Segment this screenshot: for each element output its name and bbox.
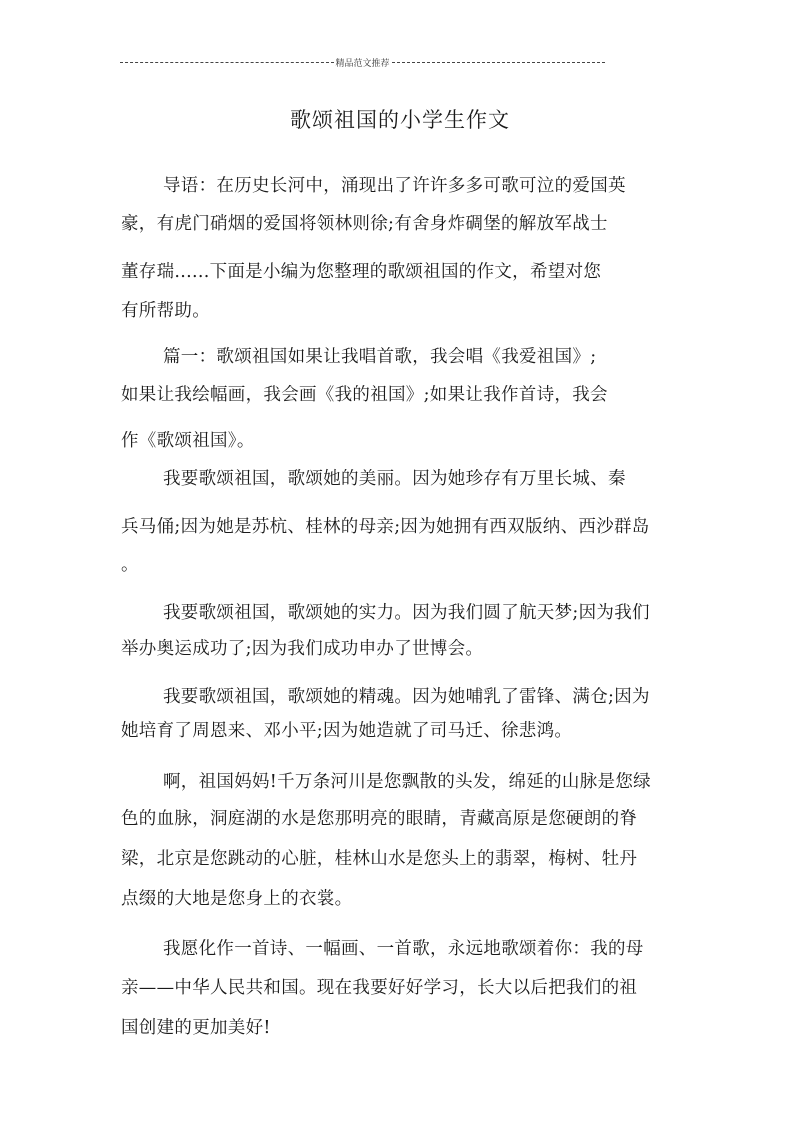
header-rule-right: [392, 62, 606, 63]
text-line: 我愿化作一首诗、一幅画、一首歌，永远地歌颂着你：我的母: [163, 939, 644, 959]
text-line: 兵马俑;因为她是苏杭、桂林的母亲;因为她拥有西双版纳、西沙群岛: [121, 517, 650, 537]
text-line: 她培育了周恩来、邓小平;因为她造就了司马迁、徐悲鸿。: [121, 721, 573, 741]
text-line: 梁，北京是您跳动的心脏，桂林山水是您头上的翡翠，梅树、牡丹: [121, 849, 638, 869]
text-line: 豪，有虎门硝烟的爱国将领林则徐;有舍身炸碉堡的解放军战士: [121, 214, 608, 234]
text-line: 点缀的大地是您身上的衣裳。: [121, 889, 353, 909]
text-line: 我要歌颂祖国，歌颂她的美丽。因为她珍存有万里长城、秦: [163, 469, 626, 489]
text-line: 色的血脉，洞庭湖的水是您那明亮的眼睛，青藏高原是您硬朗的脊: [121, 809, 638, 829]
text-line: 我要歌颂祖国，歌颂她的实力。因为我们圆了航天梦;因为我们: [163, 603, 650, 623]
header-label: 精品范文推荐: [335, 59, 390, 69]
text-line: 董存瑞......下面是小编为您整理的歌颂祖国的作文，希望对您: [121, 262, 602, 282]
text-line: 亲——中华人民共和国。现在我要好好学习，长大以后把我们的祖: [121, 978, 638, 998]
page-title: 歌颂祖国的小学生作文: [290, 108, 510, 132]
text-line: 导语：在历史长河中，涌现出了许许多多可歌可泣的爱国英: [163, 176, 626, 196]
text-line: 。: [121, 555, 139, 575]
text-line: 举办奥运成功了;因为我们成功申办了世博会。: [121, 639, 484, 659]
text-line: 篇一：歌颂祖国如果让我唱首歌，我会唱《我爱祖国》;: [163, 347, 597, 367]
text-line: 有所帮助。: [121, 301, 210, 321]
text-line: 国创建的更加美好!: [121, 1018, 271, 1038]
page-header: [120, 56, 605, 69]
header-rule-left: [120, 62, 334, 63]
text-line: 作《歌颂祖国》。: [121, 431, 255, 451]
text-line: 我要歌颂祖国，歌颂她的精魂。因为她哺乳了雷锋、满仓;因为: [163, 687, 650, 707]
text-line: 啊，祖国妈妈!千万条河川是您飘散的头发，绵延的山脉是您绿: [163, 772, 651, 792]
text-line: 如果让我绘幅画，我会画《我的祖国》;如果让我作首诗，我会: [121, 385, 608, 405]
